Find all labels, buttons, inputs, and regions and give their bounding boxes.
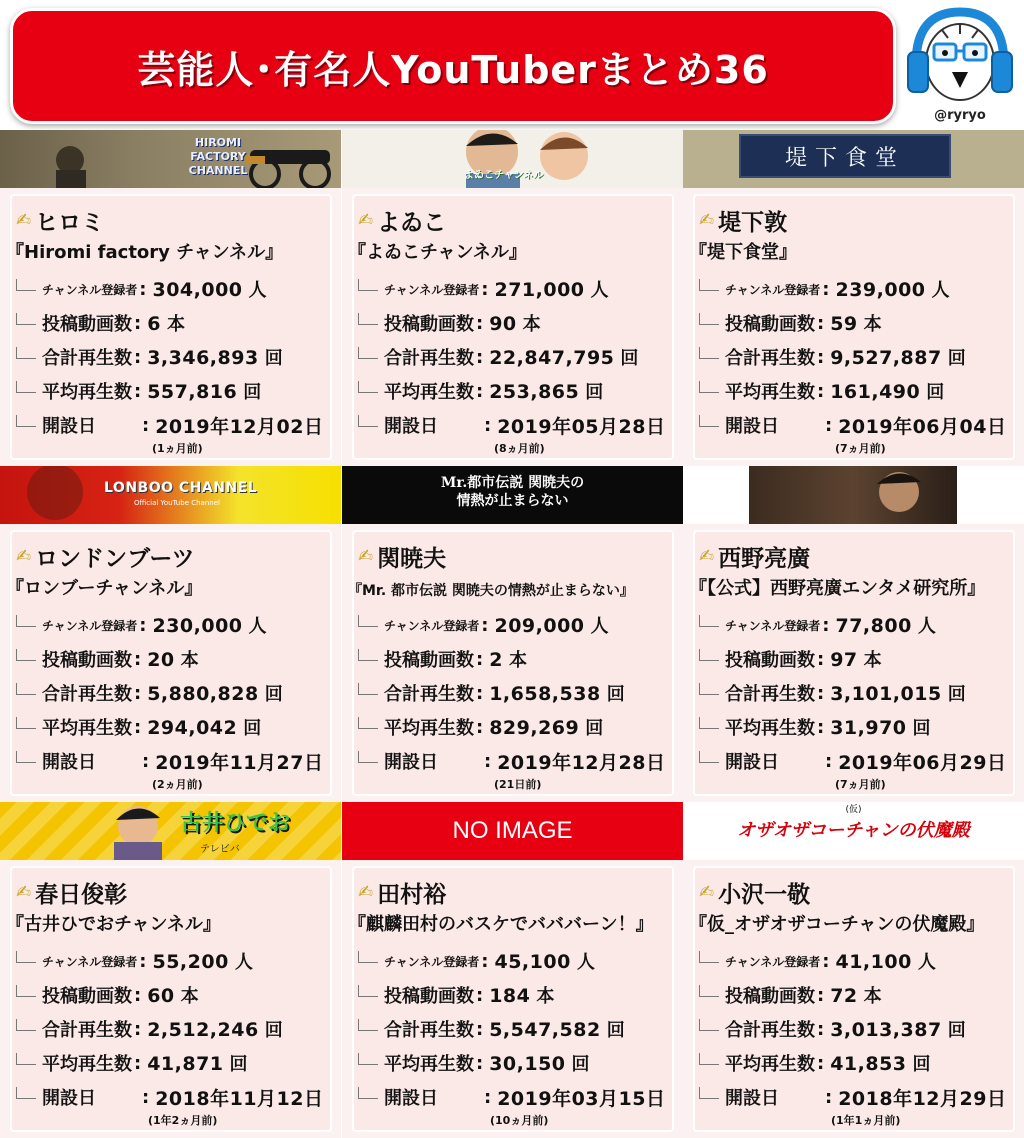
subscribers-row: チャンネル登録者 : 45,100 人 bbox=[354, 948, 674, 974]
subscribers-value: 209,000 bbox=[494, 615, 585, 637]
subscribers-label: チャンネル登録者 bbox=[42, 282, 138, 297]
channel-card bbox=[342, 466, 683, 802]
total-views-row: 合計再生数 : 5,880,828 回 bbox=[12, 680, 332, 706]
header bbox=[0, 0, 1024, 130]
thumbnail-subtext: Official YouTube Channel bbox=[134, 499, 220, 507]
opened-row: 開設日 : 2019年03月15日 bbox=[354, 1084, 674, 1110]
channel-card bbox=[0, 466, 341, 802]
opened-value: 2019年12月02日 bbox=[155, 415, 324, 438]
videos-value: 184 bbox=[489, 985, 531, 1007]
pencil-icon: ✍ bbox=[358, 210, 374, 231]
channel-thumbnail bbox=[342, 130, 683, 188]
card-body bbox=[689, 866, 1015, 1132]
since-text: (21日前) bbox=[494, 778, 542, 791]
opened-value: 2019年06月04日 bbox=[838, 415, 1007, 438]
avg-views-row: 平均再生数 : 253,865 回 bbox=[354, 378, 674, 404]
channel-card bbox=[342, 802, 683, 1138]
channel-name: 『Hiromi factory チャンネル』 bbox=[6, 242, 284, 263]
celebrity-name: 春日俊彰 bbox=[35, 882, 128, 908]
subscribers-row: チャンネル登録者 : 239,000 人 bbox=[695, 276, 1015, 302]
pencil-icon: ✍ bbox=[358, 882, 374, 903]
avg-views-value: 161,490 bbox=[830, 381, 921, 403]
videos-value: 20 bbox=[147, 649, 175, 671]
subscribers-row: チャンネル登録者 : 304,000 人 bbox=[12, 276, 332, 302]
card-body bbox=[348, 194, 674, 460]
opened-row: 開設日 : 2018年11月12日 bbox=[12, 1084, 332, 1110]
subscribers-row: チャンネル登録者 : 271,000 人 bbox=[354, 276, 674, 302]
since-text: (2ヵ月前) bbox=[152, 778, 203, 791]
subscribers-value: 304,000 bbox=[152, 279, 243, 301]
site-logo bbox=[900, 4, 1020, 126]
opened-label: 開設日 bbox=[42, 416, 96, 437]
pencil-icon: ✍ bbox=[16, 546, 32, 567]
channel-thumbnail bbox=[0, 466, 341, 524]
pencil-icon: ✍ bbox=[16, 882, 32, 903]
total-views-value: 22,847,795 bbox=[489, 347, 615, 369]
headphone-face-icon bbox=[900, 4, 1020, 108]
no-image-placeholder: NO IMAGE bbox=[342, 802, 683, 860]
channel-thumbnail bbox=[683, 130, 1024, 188]
videos-value: 60 bbox=[147, 985, 175, 1007]
channel-name: 『麒麟田村のバスケでバババーン！』 bbox=[348, 914, 654, 935]
opened-row: 開設日 : 2019年11月27日 bbox=[12, 748, 332, 774]
total-views-value: 2,512,246 bbox=[147, 1019, 259, 1041]
since-text: (7ヵ月前) bbox=[835, 442, 886, 455]
videos-row: 投稿動画数 : 72 本 bbox=[695, 982, 1015, 1008]
total-views-value: 5,880,828 bbox=[147, 683, 259, 705]
videos-row: 投稿動画数 : 97 本 bbox=[695, 646, 1015, 672]
total-views-value: 9,527,887 bbox=[830, 347, 942, 369]
avg-views-label: 平均再生数 bbox=[42, 382, 132, 403]
total-views-row: 合計再生数 : 5,547,582 回 bbox=[354, 1016, 674, 1042]
card-body bbox=[348, 866, 674, 1132]
card-body bbox=[689, 530, 1015, 796]
card-body bbox=[6, 194, 332, 460]
thumbnail-text: 古井ひでお bbox=[180, 811, 291, 836]
avg-views-value: 31,970 bbox=[830, 717, 907, 739]
subscribers-value: 55,200 bbox=[152, 951, 229, 973]
total-views-value: 3,013,387 bbox=[830, 1019, 942, 1041]
pencil-icon: ✍ bbox=[699, 882, 715, 903]
avg-views-value: 557,816 bbox=[147, 381, 238, 403]
subscribers-value: 77,800 bbox=[835, 615, 912, 637]
thumbnail-text: よゐこチャンネル bbox=[464, 170, 544, 181]
total-views-row: 合計再生数 : 2,512,246 回 bbox=[12, 1016, 332, 1042]
subscribers-value: 45,100 bbox=[494, 951, 571, 973]
videos-value: 72 bbox=[830, 985, 858, 1007]
videos-row: 投稿動画数 : 60 本 bbox=[12, 982, 332, 1008]
channel-thumbnail bbox=[683, 802, 1024, 860]
avg-views-row: 平均再生数 : 829,269 回 bbox=[354, 714, 674, 740]
avg-views-row: 平均再生数 : 41,853 回 bbox=[695, 1050, 1015, 1076]
total-views-row: 合計再生数 : 9,527,887 回 bbox=[695, 344, 1015, 370]
avg-views-row: 平均再生数 : 557,816 回 bbox=[12, 378, 332, 404]
videos-row: 投稿動画数 : 6 本 bbox=[12, 310, 332, 336]
opened-row: 開設日 : 2019年12月02日 bbox=[12, 412, 332, 438]
subscribers-value: 41,100 bbox=[835, 951, 912, 973]
videos-value: 2 bbox=[489, 649, 503, 671]
celebrity-name: ロンドンブーツ bbox=[35, 546, 195, 572]
channel-name: 『ロンブーチャンネル』 bbox=[6, 578, 203, 599]
card-body bbox=[6, 530, 332, 796]
avg-views-value: 253,865 bbox=[489, 381, 580, 403]
channel-name: 『堤下食堂』 bbox=[689, 242, 797, 263]
logo-handle: @ryryo bbox=[934, 108, 986, 123]
subscribers-value: 230,000 bbox=[152, 615, 243, 637]
avg-views-value: 829,269 bbox=[489, 717, 580, 739]
opened-row: 開設日 : 2019年06月04日 bbox=[695, 412, 1015, 438]
videos-value: 59 bbox=[830, 313, 858, 335]
since-text: (1ヵ月前) bbox=[152, 442, 203, 455]
opened-value: 2019年06月29日 bbox=[838, 751, 1007, 774]
total-views-value: 3,101,015 bbox=[830, 683, 942, 705]
pencil-icon: ✍ bbox=[699, 546, 715, 567]
since-text: (8ヵ月前) bbox=[494, 442, 545, 455]
channel-thumbnail bbox=[342, 466, 683, 524]
avg-views-row: 平均再生数 : 294,042 回 bbox=[12, 714, 332, 740]
total-views-value: 1,658,538 bbox=[489, 683, 601, 705]
subscribers-row: チャンネル登録者 : 41,100 人 bbox=[695, 948, 1015, 974]
pencil-icon: ✍ bbox=[16, 210, 32, 231]
opened-row: 開設日 : 2018年12月29日 bbox=[695, 1084, 1015, 1110]
thumbnail-text-line2: 情熱が止まらない bbox=[456, 493, 569, 509]
opened-value: 2018年11月12日 bbox=[155, 1087, 324, 1110]
total-views-row: 合計再生数 : 3,101,015 回 bbox=[695, 680, 1015, 706]
thumbnail-text: オザオザコーチャンの伏魔殿 bbox=[737, 820, 970, 841]
channel-grid bbox=[0, 130, 1024, 1138]
opened-value: 2018年12月29日 bbox=[838, 1087, 1007, 1110]
avg-views-value: 41,871 bbox=[147, 1053, 224, 1075]
channel-card bbox=[0, 802, 341, 1138]
channel-card bbox=[683, 802, 1024, 1138]
opened-row: 開設日 : 2019年12月28日 bbox=[354, 748, 674, 774]
videos-row: 投稿動画数 : 2 本 bbox=[354, 646, 674, 672]
avg-views-row: 平均再生数 : 30,150 回 bbox=[354, 1050, 674, 1076]
opened-value: 2019年12月28日 bbox=[497, 751, 666, 774]
channel-thumbnail bbox=[683, 466, 1024, 524]
avg-views-row: 平均再生数 : 31,970 回 bbox=[695, 714, 1015, 740]
subscribers-row: チャンネル登録者 : 55,200 人 bbox=[12, 948, 332, 974]
opened-value: 2019年11月27日 bbox=[155, 751, 324, 774]
thumbnail-subtext: テレビバ bbox=[200, 844, 240, 855]
subscribers-row: チャンネル登録者 : 209,000 人 bbox=[354, 612, 674, 638]
videos-value: 90 bbox=[489, 313, 517, 335]
channel-thumbnail bbox=[0, 130, 341, 188]
card-body bbox=[348, 530, 674, 796]
opened-value: 2019年05月28日 bbox=[497, 415, 666, 438]
channel-card bbox=[683, 130, 1024, 466]
thumbnail-text: HIROMI FACTORY CHANNEL bbox=[188, 136, 248, 177]
celebrity-name: 堤下敦 bbox=[718, 210, 788, 236]
videos-row: 投稿動画数 : 20 本 bbox=[12, 646, 332, 672]
videos-row: 投稿動画数 : 90 本 bbox=[354, 310, 674, 336]
total-views-row: 合計再生数 : 3,013,387 回 bbox=[695, 1016, 1015, 1042]
avg-views-row: 平均再生数 : 41,871 回 bbox=[12, 1050, 332, 1076]
channel-name: 『Mr. 都市伝説 関暁夫の情熱が止まらない』 bbox=[348, 583, 634, 599]
opened-value: 2019年03月15日 bbox=[497, 1087, 666, 1110]
since-text: (1年2ヵ月前) bbox=[148, 1114, 218, 1127]
total-views-row: 合計再生数 : 1,658,538 回 bbox=[354, 680, 674, 706]
total-views-value: 3,346,893 bbox=[147, 347, 259, 369]
channel-name: 『仮_オザオザコーチャンの伏魔殿』 bbox=[689, 914, 985, 935]
avg-views-value: 30,150 bbox=[489, 1053, 566, 1075]
celebrity-name: 小沢一敬 bbox=[718, 882, 811, 908]
videos-row: 投稿動画数 : 59 本 bbox=[695, 310, 1015, 336]
channel-thumbnail bbox=[342, 802, 683, 860]
thumbnail-text: LONBOO CHANNEL bbox=[104, 480, 258, 496]
avg-views-value: 41,853 bbox=[830, 1053, 907, 1075]
page-title: 芸能人･有名人YouTuberまとめ36 bbox=[137, 47, 769, 92]
pencil-icon: ✍ bbox=[358, 546, 374, 567]
avg-views-row: 平均再生数 : 161,490 回 bbox=[695, 378, 1015, 404]
videos-row: 投稿動画数 : 184 本 bbox=[354, 982, 674, 1008]
opened-row: 開設日 : 2019年06月29日 bbox=[695, 748, 1015, 774]
since-text: (10ヵ月前) bbox=[490, 1114, 549, 1127]
subscribers-row: チャンネル登録者 : 230,000 人 bbox=[12, 612, 332, 638]
videos-label: 投稿動画数 bbox=[42, 314, 132, 335]
channel-card bbox=[683, 466, 1024, 802]
videos-value: 97 bbox=[830, 649, 858, 671]
videos-value: 6 bbox=[147, 313, 161, 335]
channel-name: 『古井ひでおチャンネル』 bbox=[6, 914, 221, 935]
celebrity-name: 関暁夫 bbox=[377, 546, 447, 572]
since-text: (7ヵ月前) bbox=[835, 778, 886, 791]
thumbnail-subtext: (仮) bbox=[845, 805, 862, 815]
total-views-row: 合計再生数 : 3,346,893 回 bbox=[12, 344, 332, 370]
channel-thumbnail bbox=[0, 802, 341, 860]
subscribers-value: 239,000 bbox=[835, 279, 926, 301]
celebrity-name: よゐこ bbox=[377, 210, 447, 236]
card-body bbox=[689, 194, 1015, 460]
subscribers-value: 271,000 bbox=[494, 279, 585, 301]
channel-card bbox=[0, 130, 341, 466]
thumbnail-text: 堤下食堂 bbox=[784, 145, 905, 171]
avg-views-value: 294,042 bbox=[147, 717, 238, 739]
channel-card bbox=[342, 130, 683, 466]
opened-row: 開設日 : 2019年05月28日 bbox=[354, 412, 674, 438]
title-banner bbox=[10, 8, 896, 124]
since-text: (1年1ヵ月前) bbox=[831, 1114, 901, 1127]
total-views-row: 合計再生数 : 22,847,795 回 bbox=[354, 344, 674, 370]
total-views-value: 5,547,582 bbox=[489, 1019, 601, 1041]
channel-name: 『よゐこチャンネル』 bbox=[348, 242, 527, 263]
celebrity-name: ヒロミ bbox=[35, 210, 105, 236]
celebrity-name: 田村裕 bbox=[377, 882, 447, 908]
card-body bbox=[6, 866, 332, 1132]
channel-name: 『【公式】西野亮廣エンタメ研究所』 bbox=[689, 578, 986, 599]
celebrity-name: 西野亮廣 bbox=[718, 546, 811, 572]
total-views-label: 合計再生数 bbox=[42, 348, 132, 369]
pencil-icon: ✍ bbox=[699, 210, 715, 231]
thumbnail-text: Mr.都市伝説 関暁夫の bbox=[440, 475, 585, 491]
subscribers-row: チャンネル登録者 : 77,800 人 bbox=[695, 612, 1015, 638]
